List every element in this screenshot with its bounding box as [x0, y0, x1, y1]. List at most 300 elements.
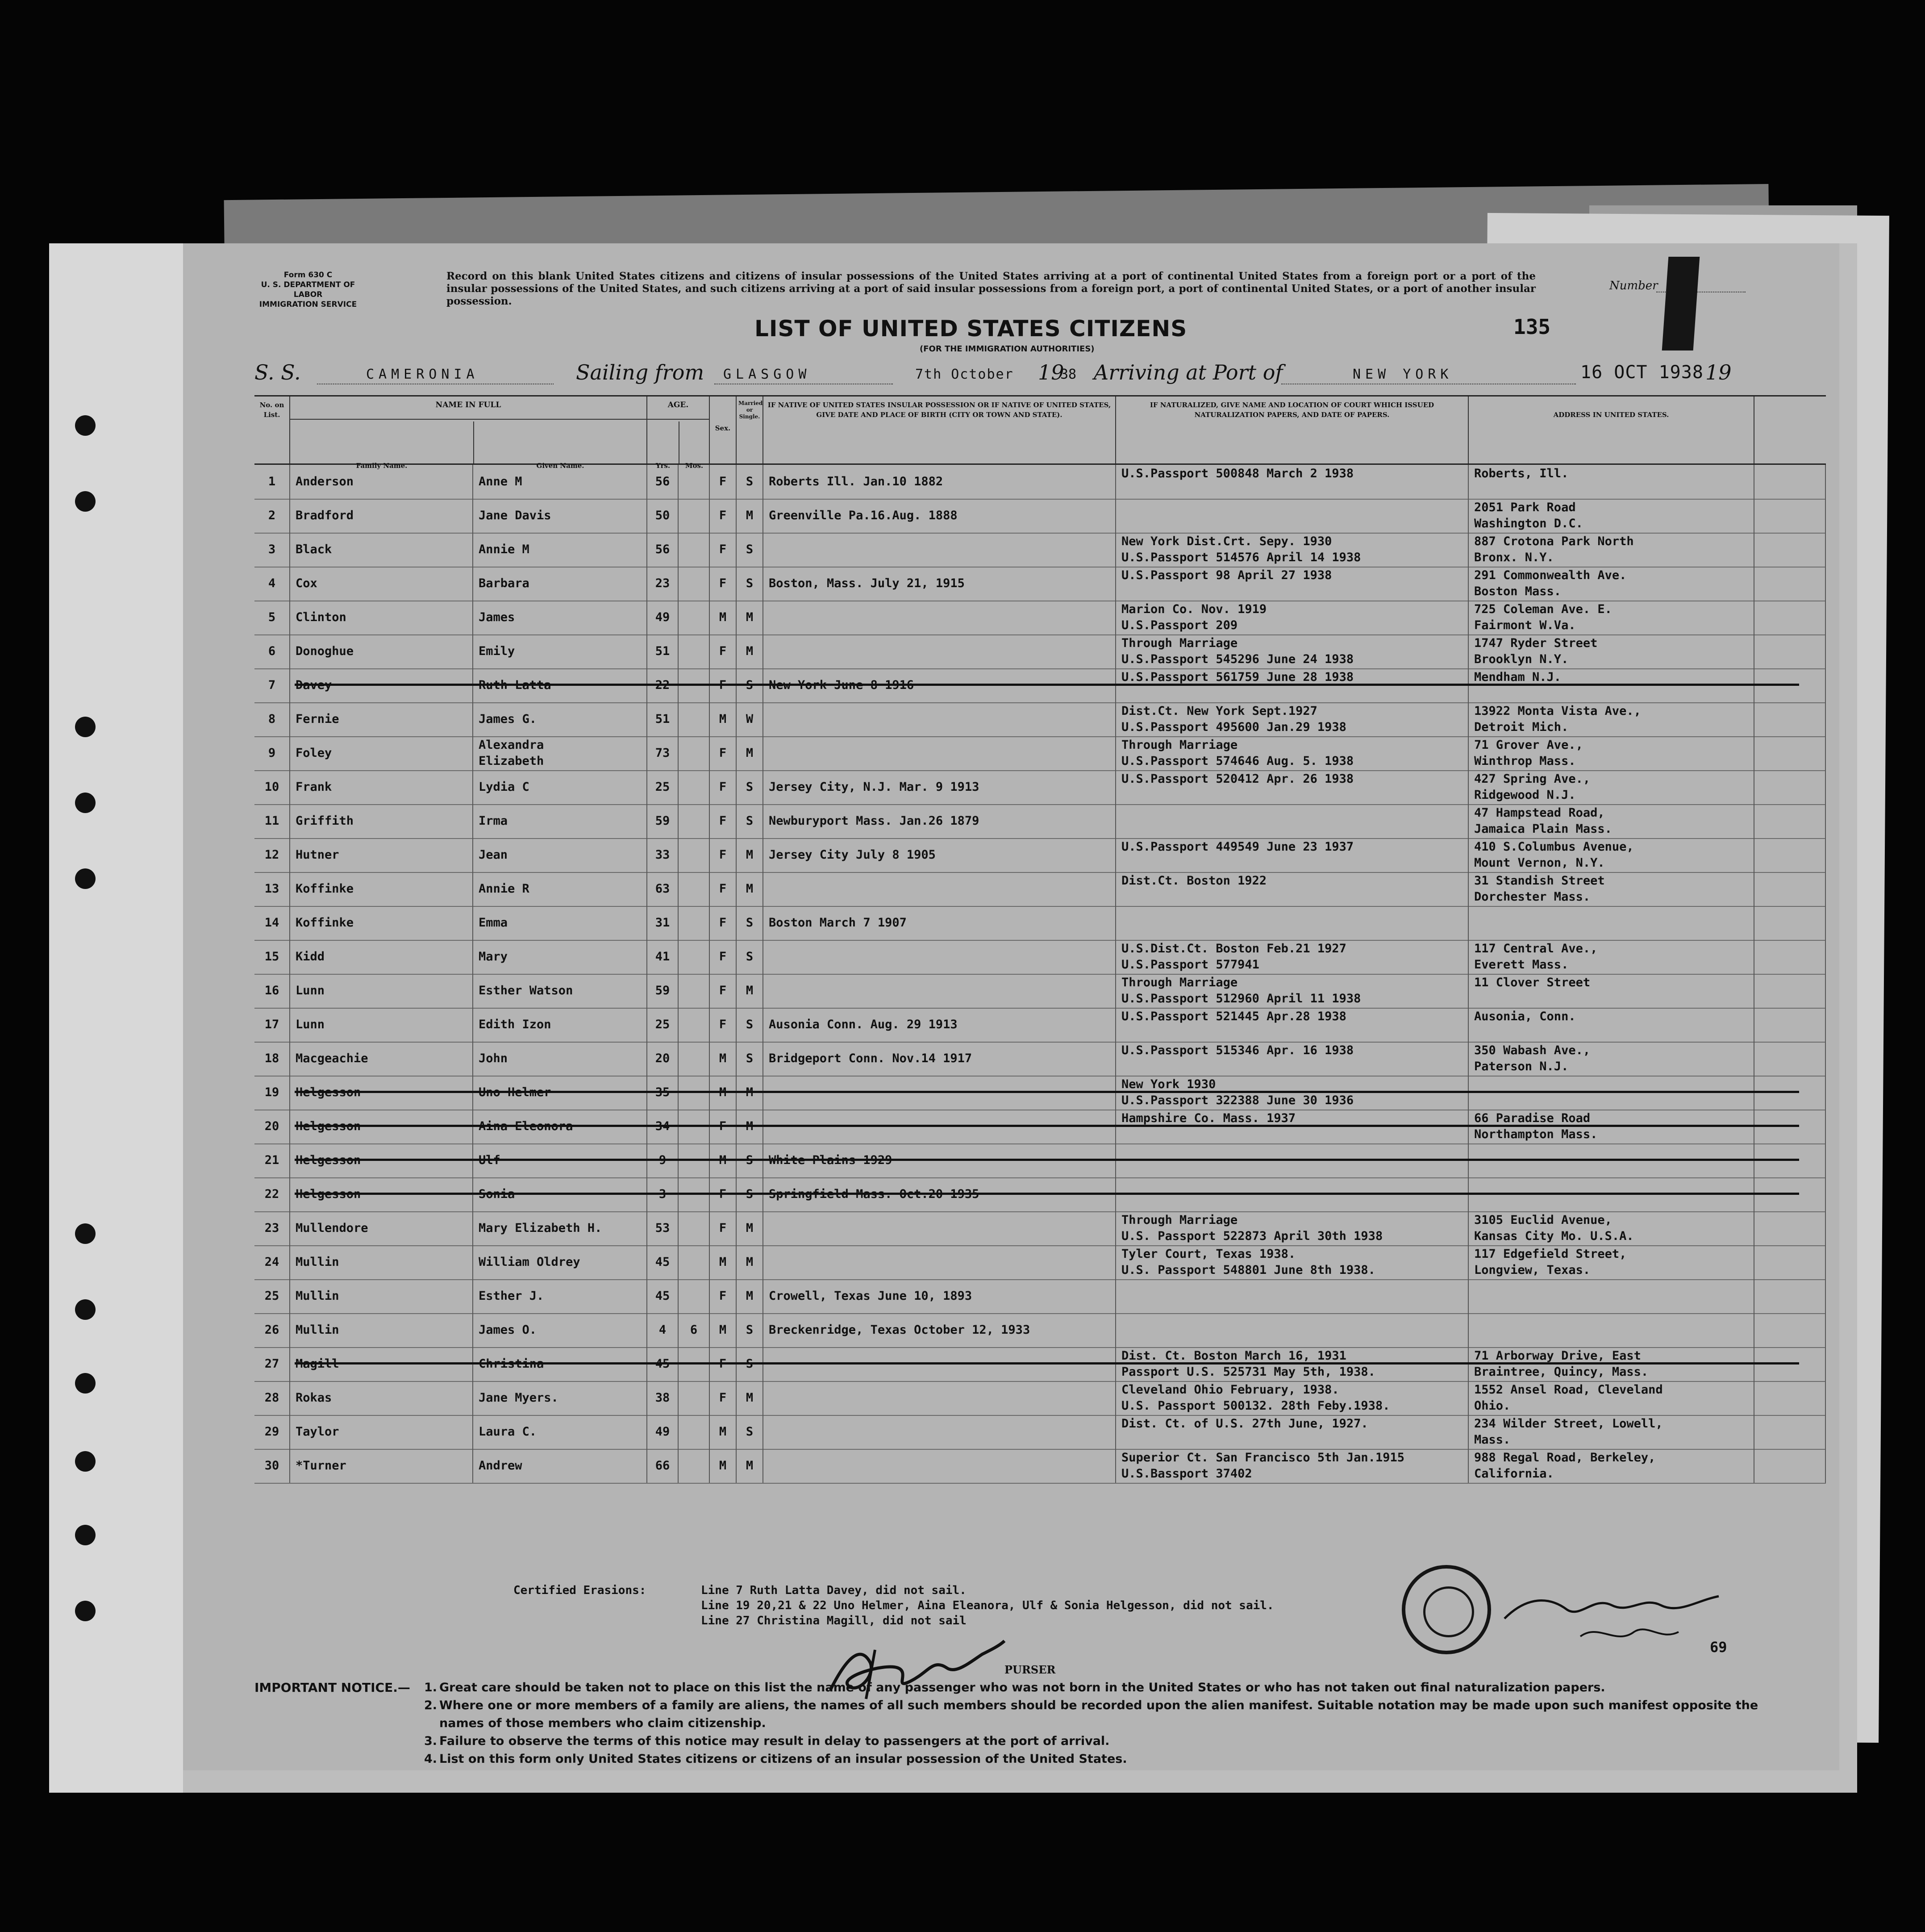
- cell-sex: [710, 1008, 737, 1042]
- cell-text: 10: [264, 780, 279, 794]
- cell-nat: [1116, 1177, 1469, 1211]
- cell-yrs: [647, 567, 679, 601]
- col-header-no: No. on List.: [254, 396, 290, 463]
- cell-nat: [1116, 1008, 1469, 1042]
- cell-sex: [710, 940, 737, 974]
- cell-text: U.S.Dist.Ct. Boston Feb.21 1927: [1121, 942, 1346, 956]
- cell-text: Boston March 7 1907: [769, 916, 907, 930]
- cell-nat: [1116, 533, 1469, 567]
- cell-mos: [679, 1415, 710, 1449]
- cell-no: [254, 1245, 290, 1279]
- cell-given: [473, 838, 647, 872]
- ship-name: CAMERONIA: [366, 367, 479, 382]
- cell-family: [290, 1313, 473, 1347]
- cell-text: 5: [268, 610, 276, 624]
- cell-blank: [1754, 601, 1826, 634]
- cell-ms: [737, 906, 763, 940]
- age-label: AGE.: [667, 401, 689, 409]
- cell-text: 23: [264, 1221, 279, 1235]
- cell-yrs: [647, 1313, 679, 1347]
- name-rule: [290, 419, 646, 420]
- cell-birth: [763, 1008, 1116, 1042]
- cell-text: Esther Watson: [479, 984, 573, 997]
- cell-text: 33: [655, 848, 670, 862]
- cell-text: S: [746, 950, 754, 964]
- cell-text: U.S.Passport 521445 Apr.28 1938: [1121, 1010, 1346, 1023]
- cell-given: [473, 1076, 647, 1110]
- cell-family: [290, 838, 473, 872]
- cell-birth: [763, 1110, 1116, 1143]
- cell-nat: [1116, 1211, 1469, 1245]
- table-row: [254, 1449, 1826, 1484]
- cell-sex: [710, 465, 737, 499]
- cell-text: Irma: [479, 814, 508, 828]
- cell-text: James: [479, 610, 515, 624]
- table-row: [254, 1042, 1826, 1077]
- cell-blank: [1754, 1177, 1826, 1211]
- cell-addr: [1469, 1177, 1754, 1211]
- cell-addr: [1469, 838, 1754, 872]
- notice-text: Great care should be taken not to place on this list the name of any passenger who was not born in the United States or who has not taken out final naturalization papers.: [439, 1681, 1605, 1694]
- cell-family: [290, 1347, 473, 1381]
- cell-yrs: [647, 1347, 679, 1381]
- cell-addr: [1469, 634, 1754, 668]
- cell-text: 50: [655, 509, 670, 522]
- cell-text: 1747 Ryder Street: [1474, 636, 1598, 650]
- cell-no: [254, 533, 290, 567]
- table-row: [254, 1347, 1826, 1382]
- cell-text: Ruth Latta: [479, 678, 551, 692]
- cell-ms: [737, 1042, 763, 1076]
- cell-no: [254, 974, 290, 1008]
- cell-text: U.S.Passport 322388 June 30 1936: [1121, 1093, 1354, 1107]
- cell-sex: [710, 1279, 737, 1313]
- cell-text: U.S.Passport 574646 Aug. 5. 1938: [1121, 754, 1354, 768]
- cell-given: [473, 1211, 647, 1245]
- cell-given: [473, 736, 647, 770]
- cell-family: [290, 1381, 473, 1415]
- cell-text: Davey: [296, 678, 332, 692]
- cell-text: M: [746, 984, 754, 997]
- cell-text: 73: [655, 746, 670, 760]
- cell-yrs: [647, 499, 679, 533]
- cell-addr: [1469, 1008, 1754, 1042]
- name-divider: [473, 421, 474, 463]
- cell-text: Koffinke: [296, 882, 354, 896]
- cell-family: [290, 634, 473, 668]
- table-row: [254, 1008, 1826, 1043]
- table-row: [254, 634, 1826, 669]
- cell-ms: [737, 1347, 763, 1381]
- cell-text: Macgeachie: [296, 1052, 368, 1065]
- cell-yrs: [647, 1008, 679, 1042]
- table-row: [254, 668, 1826, 703]
- cell-family: [290, 567, 473, 601]
- cell-text: Griffith: [296, 814, 354, 828]
- cell-text: S: [746, 916, 754, 930]
- cell-ms: [737, 736, 763, 770]
- cell-text: M: [746, 1391, 754, 1405]
- cell-yrs: [647, 601, 679, 634]
- cell-yrs: [647, 533, 679, 567]
- cell-mos: [679, 1177, 710, 1211]
- cell-text: F: [719, 916, 727, 930]
- cell-mos: [679, 974, 710, 1008]
- cell-text: S: [746, 1323, 754, 1337]
- cell-text: 988 Regal Road, Berkeley,: [1474, 1451, 1656, 1465]
- cell-blank: [1754, 804, 1826, 838]
- cell-text: 23: [655, 576, 670, 590]
- cell-text: 24: [264, 1255, 279, 1269]
- cell-nat: [1116, 974, 1469, 1008]
- cell-mos: [679, 634, 710, 668]
- cell-no: [254, 770, 290, 804]
- cell-yrs: [647, 1042, 679, 1076]
- cell-text: New York June 8 1916: [769, 678, 914, 692]
- cell-text: 11: [264, 814, 279, 828]
- cell-text: U.S.Passport 545296 June 24 1938: [1121, 652, 1354, 666]
- col-header-birth: IF NATIVE OF UNITED STATES INSULAR POSSESSION OR IF NATIVE OF UNITED STATES, GIVE DATE AND PLACE OF BIRTH (CITY OR TOWN AND STATE).: [763, 396, 1116, 463]
- cell-blank: [1754, 1008, 1826, 1042]
- cell-sex: [710, 1143, 737, 1177]
- cell-text: Lunn: [296, 984, 325, 997]
- cell-text: M: [746, 509, 754, 522]
- cell-text: Hampshire Co. Mass. 1937: [1121, 1111, 1296, 1125]
- cell-birth: [763, 465, 1116, 499]
- cell-ms: [737, 1143, 763, 1177]
- punch-hole-icon: [75, 793, 96, 813]
- cell-text: Edith Izon: [479, 1018, 551, 1031]
- cell-text: S: [746, 1187, 754, 1201]
- cell-blank: [1754, 1415, 1826, 1449]
- cell-nat: [1116, 1381, 1469, 1415]
- cell-text: Brooklyn N.Y.: [1474, 652, 1569, 666]
- cell-text: M: [746, 1221, 754, 1235]
- cell-sex: [710, 838, 737, 872]
- cell-text: 49: [655, 610, 670, 624]
- cell-given: [473, 1042, 647, 1076]
- cell-ms: [737, 1211, 763, 1245]
- cell-text: S: [746, 475, 754, 488]
- table-row: [254, 1110, 1826, 1144]
- cell-birth: [763, 1279, 1116, 1313]
- cell-family: [290, 702, 473, 736]
- cell-given: [473, 770, 647, 804]
- cell-text: Mount Vernon, N.Y.: [1474, 856, 1605, 870]
- cell-text: 45: [655, 1255, 670, 1269]
- cell-text: F: [719, 509, 727, 522]
- erasure-line: Line 7 Ruth Latta Davey, did not sail.: [701, 1584, 967, 1597]
- cell-sex: [710, 634, 737, 668]
- cell-text: Barbara: [479, 576, 529, 590]
- cell-ms: [737, 1449, 763, 1483]
- cell-no: [254, 1110, 290, 1143]
- handwritten-number-mark: [1662, 257, 1700, 351]
- cell-given: [473, 702, 647, 736]
- page-title: LIST OF UNITED STATES CITIZENS: [754, 316, 1188, 342]
- cell-ms: [737, 533, 763, 567]
- cell-text: 47 Hampstead Road,: [1474, 806, 1605, 820]
- cell-text: Braintree, Quincy, Mass.: [1474, 1365, 1649, 1379]
- cell-text: U.S.Passport 495600 Jan.29 1938: [1121, 720, 1346, 734]
- cell-no: [254, 872, 290, 906]
- cell-text: 887 Crotona Park North: [1474, 534, 1634, 548]
- cell-text: 4: [658, 1323, 667, 1337]
- cell-text: Ulf: [479, 1153, 500, 1167]
- page-number: 135: [1513, 315, 1551, 339]
- cell-text: U.S. Passport 500132. 28th Feby.1938.: [1121, 1399, 1390, 1413]
- cell-sex: [710, 1211, 737, 1245]
- cell-text: Dist.Ct. Boston 1922: [1121, 874, 1267, 888]
- cell-nat: [1116, 804, 1469, 838]
- cell-family: [290, 1110, 473, 1143]
- cell-text: 9: [268, 746, 276, 760]
- cell-text: 13: [264, 882, 279, 896]
- cell-birth: [763, 1211, 1116, 1245]
- cell-text: 31: [655, 916, 670, 930]
- table-row: [254, 601, 1826, 635]
- cell-given: [473, 940, 647, 974]
- cell-text: F: [719, 882, 727, 896]
- cell-text: Longview, Texas.: [1474, 1263, 1591, 1277]
- cell-mos: [679, 1110, 710, 1143]
- cell-text: M: [719, 610, 727, 624]
- cell-ms: [737, 838, 763, 872]
- cell-text: U.S.Passport 561759 June 28 1938: [1121, 670, 1354, 684]
- cell-text: 22: [655, 678, 670, 692]
- cell-text: Hutner: [296, 848, 339, 862]
- cell-text: 26: [264, 1323, 279, 1337]
- ss-label: S. S.: [254, 360, 301, 384]
- cell-no: [254, 1008, 290, 1042]
- cell-addr: [1469, 872, 1754, 906]
- cell-text: Emma: [479, 916, 508, 930]
- cell-sex: [710, 601, 737, 634]
- cell-text: U.S.Passport 98 April 27 1938: [1121, 568, 1332, 582]
- cell-sex: [710, 1177, 737, 1211]
- table-row: [254, 906, 1826, 941]
- cell-yrs: [647, 1143, 679, 1177]
- table-row: [254, 1381, 1826, 1416]
- cell-addr: [1469, 1347, 1754, 1381]
- cell-ms: [737, 702, 763, 736]
- cell-text: Bridgeport Conn. Nov.14 1917: [769, 1052, 972, 1065]
- cell-text: Mary Elizabeth H.: [479, 1221, 602, 1235]
- cell-sex: [710, 1076, 737, 1110]
- cell-text: 1: [268, 475, 276, 488]
- cell-given: [473, 1415, 647, 1449]
- cell-text: 20: [655, 1052, 670, 1065]
- cell-text: 38: [655, 1391, 670, 1405]
- cell-text: Everett Mass.: [1474, 958, 1569, 972]
- cell-given: [473, 1449, 647, 1483]
- cell-text: Ausonia Conn. Aug. 29 1913: [769, 1018, 958, 1031]
- cell-text: Jersey City, N.J. Mar. 9 1913: [769, 780, 979, 794]
- cell-birth: [763, 1449, 1116, 1483]
- cell-text: Sonia: [479, 1187, 515, 1201]
- cell-text: 51: [655, 712, 670, 726]
- cell-sex: [710, 736, 737, 770]
- cell-blank: [1754, 872, 1826, 906]
- cell-addr: [1469, 940, 1754, 974]
- cell-nat: [1116, 1042, 1469, 1076]
- cell-family: [290, 601, 473, 634]
- cell-blank: [1754, 736, 1826, 770]
- erasure-line: Line 19 20,21 & 22 Uno Helmer, Aina Eleanora, Ulf & Sonia Helgesson, did not sail.: [701, 1599, 1274, 1612]
- cell-text: 234 Wilder Street, Lowell,: [1474, 1417, 1663, 1431]
- cell-birth: [763, 1042, 1116, 1076]
- cell-text: Cox: [296, 576, 317, 590]
- cell-ms: [737, 1008, 763, 1042]
- cell-given: [473, 1177, 647, 1211]
- cell-mos: [679, 668, 710, 702]
- cell-text: Roberts, Ill.: [1474, 467, 1569, 480]
- cell-text: F: [719, 1018, 727, 1031]
- cell-yrs: [647, 974, 679, 1008]
- cell-text: Kansas City Mo. U.S.A.: [1474, 1229, 1634, 1243]
- cell-blank: [1754, 1211, 1826, 1245]
- cell-ms: [737, 668, 763, 702]
- cell-text: U.S. Passport 522873 April 30th 1938: [1121, 1229, 1383, 1243]
- cell-text: 17: [264, 1018, 279, 1031]
- cell-addr: [1469, 702, 1754, 736]
- cell-text: 2: [268, 509, 276, 522]
- cell-family: [290, 668, 473, 702]
- cell-nat: [1116, 1415, 1469, 1449]
- punch-hole-icon: [75, 1223, 96, 1244]
- cell-ms: [737, 567, 763, 601]
- cell-nat: [1116, 1449, 1469, 1483]
- cell-text: U.S. Passport 548801 June 8th 1938.: [1121, 1263, 1375, 1277]
- cell-no: [254, 1449, 290, 1483]
- cell-nat: [1116, 499, 1469, 533]
- cell-sex: [710, 872, 737, 906]
- cell-birth: [763, 736, 1116, 770]
- cell-family: [290, 872, 473, 906]
- cell-blank: [1754, 499, 1826, 533]
- punch-hole-icon: [75, 868, 96, 889]
- cell-text: S: [746, 780, 754, 794]
- cell-birth: [763, 872, 1116, 906]
- cell-given: [473, 906, 647, 940]
- cell-text: 725 Coleman Ave. E.: [1474, 602, 1612, 616]
- notice-heading: IMPORTANT NOTICE.—: [254, 1680, 410, 1695]
- cell-sex: [710, 567, 737, 601]
- cell-text: M: [746, 1459, 754, 1473]
- cell-text: Fairmont W.Va.: [1474, 618, 1576, 632]
- cell-given: [473, 1008, 647, 1042]
- table-row: [254, 1245, 1826, 1280]
- cell-yrs: [647, 940, 679, 974]
- cell-text: 15: [264, 950, 279, 964]
- cell-text: 56: [655, 542, 670, 556]
- cell-sex: [710, 906, 737, 940]
- cell-text: M: [719, 1425, 727, 1439]
- cell-ms: [737, 872, 763, 906]
- cell-nat: [1116, 838, 1469, 872]
- cell-text: 71 Grover Ave.,: [1474, 738, 1583, 752]
- departure-port: GLASGOW: [723, 367, 811, 382]
- cell-addr: [1469, 804, 1754, 838]
- cell-yrs: [647, 736, 679, 770]
- cell-mos: [679, 567, 710, 601]
- cell-no: [254, 499, 290, 533]
- cell-text: F: [719, 644, 727, 658]
- cell-addr: [1469, 533, 1754, 567]
- cell-sex: [710, 702, 737, 736]
- cell-sex: [710, 1381, 737, 1415]
- erasure-line: Line 27 Christina Magill, did not sail: [701, 1614, 967, 1627]
- cell-mos: [679, 702, 710, 736]
- cell-text: Dorchester Mass.: [1474, 890, 1591, 904]
- cell-yrs: [647, 906, 679, 940]
- cell-no: [254, 1381, 290, 1415]
- cell-nat: [1116, 1110, 1469, 1143]
- cell-yrs: [647, 804, 679, 838]
- cell-birth: [763, 804, 1116, 838]
- department-name: U. S. DEPARTMENT OF LABOR: [261, 280, 355, 299]
- cell-birth: [763, 668, 1116, 702]
- cell-text: 6: [690, 1323, 698, 1337]
- cell-given: [473, 1313, 647, 1347]
- notice-item: [424, 1679, 1790, 1697]
- cell-text: F: [719, 848, 727, 862]
- cell-text: John: [479, 1052, 508, 1065]
- cell-sex: [710, 1313, 737, 1347]
- cell-text: M: [746, 1085, 754, 1099]
- cell-birth: [763, 533, 1116, 567]
- cell-family: [290, 499, 473, 533]
- cell-text: 9: [658, 1153, 667, 1167]
- cell-mos: [679, 940, 710, 974]
- notice-item: [424, 1750, 1790, 1768]
- name-in-full-label: NAME IN FULL: [435, 401, 501, 409]
- cell-yrs: [647, 1177, 679, 1211]
- cell-text: 117 Central Ave.,: [1474, 942, 1598, 956]
- col-header-age: [647, 396, 710, 470]
- cell-no: [254, 1076, 290, 1110]
- cell-text: California.: [1474, 1467, 1554, 1481]
- cell-text: M: [719, 1153, 727, 1167]
- cell-blank: [1754, 1381, 1826, 1415]
- cell-text: 12: [264, 848, 279, 862]
- cell-text: 41: [655, 950, 670, 964]
- cell-yrs: [647, 1110, 679, 1143]
- cell-nat: [1116, 1313, 1469, 1347]
- cell-text: Lydia C: [479, 780, 529, 794]
- cell-text: Christina: [479, 1357, 544, 1371]
- cell-text: 2051 Park Road: [1474, 501, 1576, 514]
- cell-text: Washington D.C.: [1474, 517, 1583, 530]
- cell-no: [254, 906, 290, 940]
- cell-text: U.S.Passport 520412 Apr. 26 1938: [1121, 772, 1354, 786]
- number-label: Number: [1609, 279, 1658, 292]
- cell-text: F: [719, 1119, 727, 1133]
- cell-mos: [679, 770, 710, 804]
- cell-yrs: [647, 1381, 679, 1415]
- cell-text: 3: [658, 1187, 667, 1201]
- cell-no: [254, 601, 290, 634]
- cell-text: 28: [264, 1391, 279, 1405]
- cell-mos: [679, 838, 710, 872]
- notice-item: [424, 1732, 1790, 1750]
- cell-text: S: [746, 1052, 754, 1065]
- notice-item: [424, 1697, 1790, 1732]
- cell-text: Helgesson: [296, 1153, 361, 1167]
- cell-text: Foley: [296, 746, 332, 760]
- cell-text: Boston, Mass. July 21, 1915: [769, 576, 965, 590]
- cell-text: Dist.Ct. New York Sept.1927: [1121, 704, 1317, 718]
